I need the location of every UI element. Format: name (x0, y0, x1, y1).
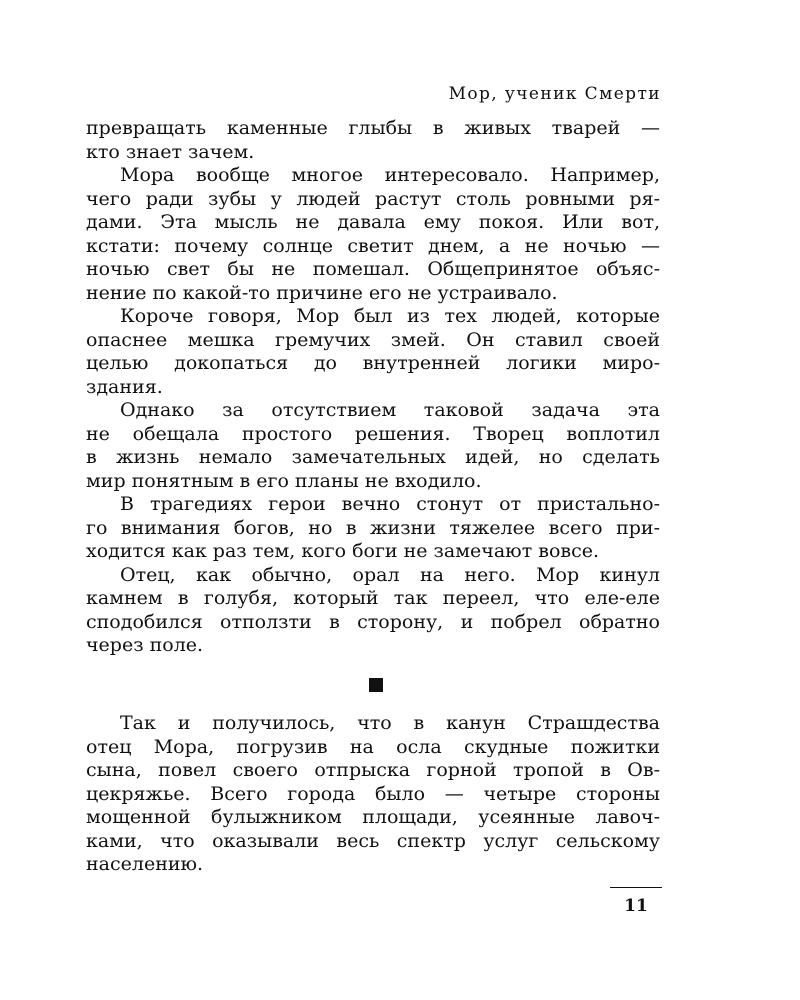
page-number: 11 (624, 896, 648, 916)
text-line: Отец, как обычно, орал на него. Мор кинул (120, 563, 660, 586)
text-line: Короче говоря, Мор был из тех людей, которые (120, 305, 660, 327)
text-line: опаснее мешка гремучих змей. Он ставил своей (86, 328, 660, 351)
text-line: мир понятным в его планы не входило. (86, 469, 482, 492)
running-head: Мор, ученик Смерти (448, 84, 661, 104)
text-line: здания. (86, 375, 163, 398)
text-line: камнем в голубя, который так переел, что еле-еле (86, 587, 660, 609)
text-line: чего ради зубы у людей растут столь ровными ря- (86, 187, 660, 210)
text-block-lower (86, 712, 660, 877)
text-line: мощенной булыжником площади, усеянные лавоч- (86, 806, 660, 828)
text-line: ночью свет бы не помешал. Общепринятое объяс- (86, 258, 660, 280)
text-line: через поле. (86, 634, 204, 656)
page-number-rule (610, 887, 662, 888)
text-line: Мора вообще многое интересовало. Например, (120, 164, 660, 186)
text-line: сына, повел своего отпрыска горной тропой в Ов- (86, 759, 660, 781)
text-line: цекряжье. Всего города было — четыре стороны (86, 782, 660, 805)
text-line: сподобился отползти в сторону, и побрел обратно (86, 610, 660, 633)
text-line: ками, что оказывали весь спектр услуг сельскому (86, 829, 660, 852)
text-line: го внимания богов, но в жизни тяжелее всего при- (86, 516, 660, 539)
text-block-upper (86, 117, 660, 658)
text-line: кстати: почему солнце светит днем, а не ночью — (86, 234, 660, 257)
text-line: нение по какой-то причине его не устраивало. (86, 281, 558, 304)
text-line: ходится как раз тем, кого боги не замечают вовсе. (86, 540, 599, 562)
text-line: В трагедиях герои вечно стонут от пристально- (120, 493, 660, 515)
text-line: превращать каменные глыбы в живых тварей — (86, 117, 660, 139)
text-line: отец Мора, погрузив на осла скудные пожитки (86, 735, 660, 758)
text-line: в жизнь немало замечательных идей, но сделать (86, 446, 660, 468)
text-line: населению. (86, 853, 204, 875)
text-line: кто знает зачем. (86, 140, 255, 163)
text-line: Однако за отсутствием таковой задача эта (120, 399, 660, 421)
section-break-square-icon (369, 678, 383, 692)
text-line: дами. Эта мысль не давала ему покоя. Или вот, (86, 211, 660, 233)
text-line: не обещала простого решения. Творец воплотил (86, 422, 660, 445)
text-line: Так и получилось, что в канун Страшдества (120, 712, 660, 734)
text-line: целью докопаться до внутренней логики миро- (86, 352, 660, 374)
